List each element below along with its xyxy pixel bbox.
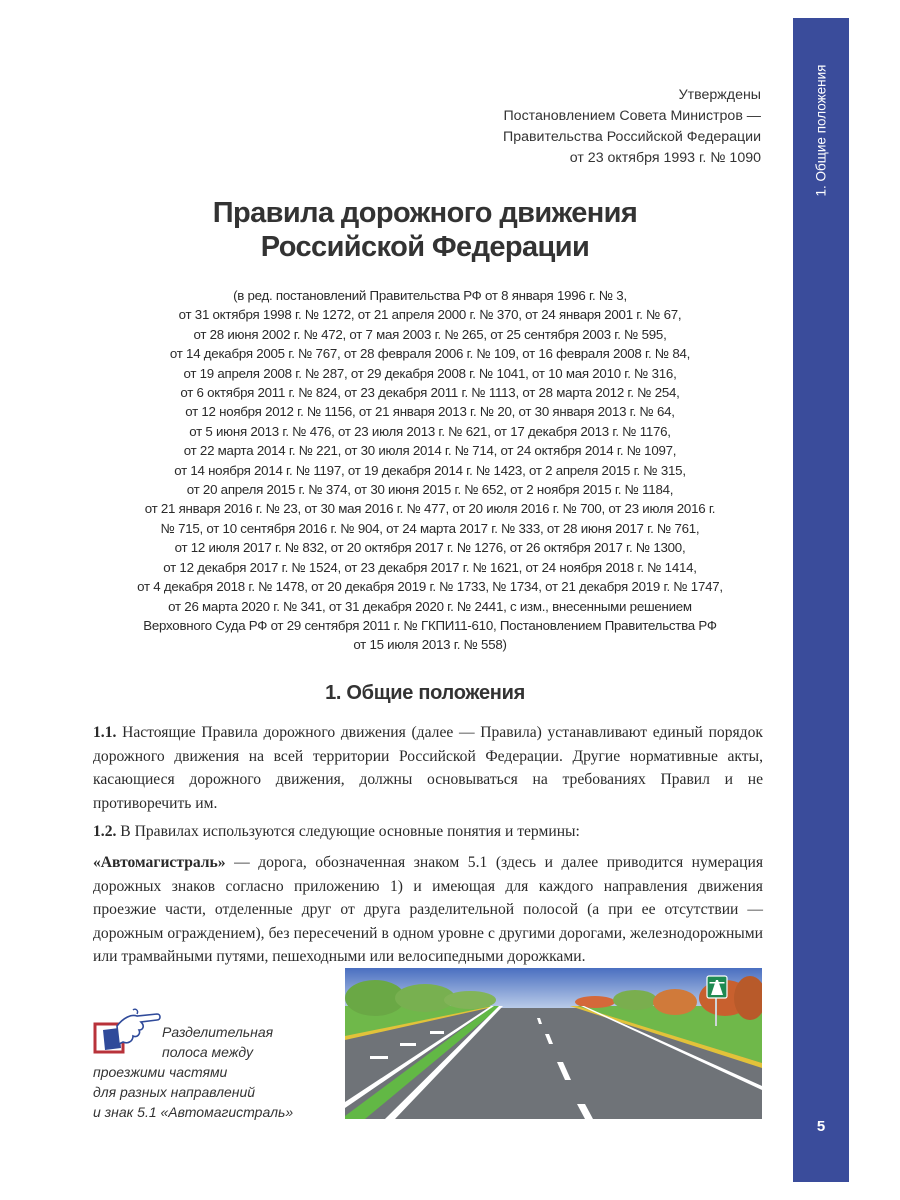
section-heading: 1. Общие положения bbox=[325, 682, 525, 704]
term-name: «Автомагистраль» bbox=[93, 854, 226, 871]
document-title bbox=[110, 196, 740, 264]
approval-line: от 23 октября 1993 г. № 1090 bbox=[569, 150, 761, 166]
caption-line: и знак 5.1 «Автомагистраль» bbox=[93, 1104, 294, 1120]
highway-illustration bbox=[345, 968, 762, 1119]
paragraph-number: 1.2. bbox=[93, 823, 117, 840]
page-number: 5 bbox=[816, 1118, 826, 1135]
chapter-label-text: 1. Общие положения bbox=[813, 64, 829, 196]
amendment-line: от 19 апреля 2008 г. № 287, от 29 декабря 2008 г. № 1041, от 10 мая 2010 г. № 316, bbox=[183, 365, 677, 381]
caption-line: Разделительная bbox=[162, 1024, 274, 1040]
term-definition bbox=[93, 851, 763, 969]
approval-line: Правительства Российской Федерации bbox=[503, 129, 761, 145]
term-text: — дорога, обозначенная знаком 5.1 (здесь и далее приводится нумерация дорожных знаков согласно приложению 1) и имеющая для каждого направления движения проезжие части, отделенные друг от друга разделительной полосой (а при ее отсутствии — дорожным ограждением), без пересечений в одном уровне с другими дорогами, железнодорожными или трамвайными путями, пешеходными или велосипедными дорожками. bbox=[93, 854, 763, 966]
paragraph-1-1 bbox=[93, 721, 763, 815]
amendment-line: от 15 июля 2013 г. № 558) bbox=[353, 637, 507, 653]
paragraph-text: Настоящие Правила дорожного движения (далее — Правила) устанавливают единый порядок дорожного движения на всей территории Российской Федерации. Другие нормативные акты, касающиеся дорожного движения, должны основываться на требованиях Правил и не противоречить им. bbox=[93, 724, 763, 812]
amendment-line: от 26 марта 2020 г. № 341, от 31 декабря 2020 г. № 2441, с изм., внесенными решением bbox=[168, 598, 692, 614]
title-line-2: Российской Федерации bbox=[260, 231, 590, 263]
amendment-line: от 5 июня 2013 г. № 476, от 23 июля 2013 г. № 621, от 17 декабря 2013 г. № 1176, bbox=[189, 423, 671, 439]
amendment-line: от 12 июля 2017 г. № 832, от 20 октября 2017 г. № 1276, от 26 октября 2017 г. № 1300, bbox=[174, 540, 686, 556]
amendment-line: от 14 ноября 2014 г. № 1197, от 19 декабря 2014 г. № 1423, от 2 апреля 2015 г. № 315, bbox=[174, 462, 686, 478]
approval-line: Утверждены bbox=[678, 87, 761, 103]
amendment-line: (в ред. постановлений Правительства РФ от 8 января 1996 г. № 3, bbox=[233, 288, 627, 303]
amendments-list bbox=[80, 286, 780, 655]
amendment-line: Верховного Суда РФ от 29 сентября 2011 г. № ГКПИ11-610, Постановлением Правительства РФ bbox=[143, 617, 717, 633]
amendment-line: от 12 декабря 2017 г. № 1524, от 23 декабря 2017 г. № 1621, от 24 ноября 2018 г. № 1414, bbox=[163, 559, 697, 575]
amendment-line: от 22 марта 2014 г. № 221, от 30 июля 2014 г. № 714, от 24 октября 2014 г. № 1097, bbox=[183, 443, 677, 459]
amendment-line: от 6 октября 2011 г. № 824, от 23 декабря 2011 г. № 1113, от 28 марта 2012 г. № 254, bbox=[180, 385, 680, 401]
amendment-line: от 4 декабря 2018 г. № 1478, от 20 декабря 2019 г. № 1733, № 1734, от 21 декабря 2019 г. № 1747, bbox=[137, 579, 723, 595]
amendment-line: № 715, от 10 сентября 2016 г. № 904, от 24 марта 2017 г. № 333, от 28 июня 2017 г. № 761, bbox=[160, 520, 700, 536]
paragraph-number: 1.1. bbox=[93, 724, 117, 741]
amendment-line: от 31 октября 1998 г. № 1272, от 21 апреля 2000 г. № 370, от 24 января 2001 г. № 67, bbox=[178, 307, 682, 323]
amendment-line: от 21 января 2016 г. № 23, от 30 мая 2016 г. № 477, от 20 июля 2016 г. № 700, от 23 июля 2016 г. bbox=[144, 501, 716, 517]
title-line-1: Правила дорожного движения bbox=[212, 197, 638, 229]
amendment-line: от 14 декабря 2005 г. № 767, от 28 февраля 2006 г. № 109, от 16 февраля 2008 г. № 84, bbox=[169, 346, 691, 362]
caption-line: для разных направлений bbox=[93, 1084, 256, 1100]
approval-line: Постановлением Совета Министров — bbox=[503, 108, 761, 124]
figure-caption bbox=[93, 1022, 293, 1122]
chapter-label bbox=[795, 40, 847, 220]
caption-line: полоса между bbox=[162, 1044, 253, 1060]
paragraph-text: В Правилах используются следующие основные понятия и термины: bbox=[116, 823, 580, 840]
paragraph-1-2 bbox=[93, 820, 763, 844]
amendment-line: от 20 апреля 2015 г. № 374, от 30 июня 2015 г. № 652, от 2 ноября 2015 г. № 1184, bbox=[186, 482, 674, 498]
caption-line: проезжими частями bbox=[93, 1064, 228, 1080]
amendment-line: от 12 ноября 2012 г. № 1156, от 21 января 2013 г. № 20, от 30 января 2013 г. № 64, bbox=[185, 404, 675, 420]
approval-note bbox=[503, 85, 761, 169]
amendment-line: от 28 июня 2002 г. № 472, от 7 мая 2003 г. № 265, от 25 сентября 2003 г. № 595, bbox=[193, 326, 667, 342]
